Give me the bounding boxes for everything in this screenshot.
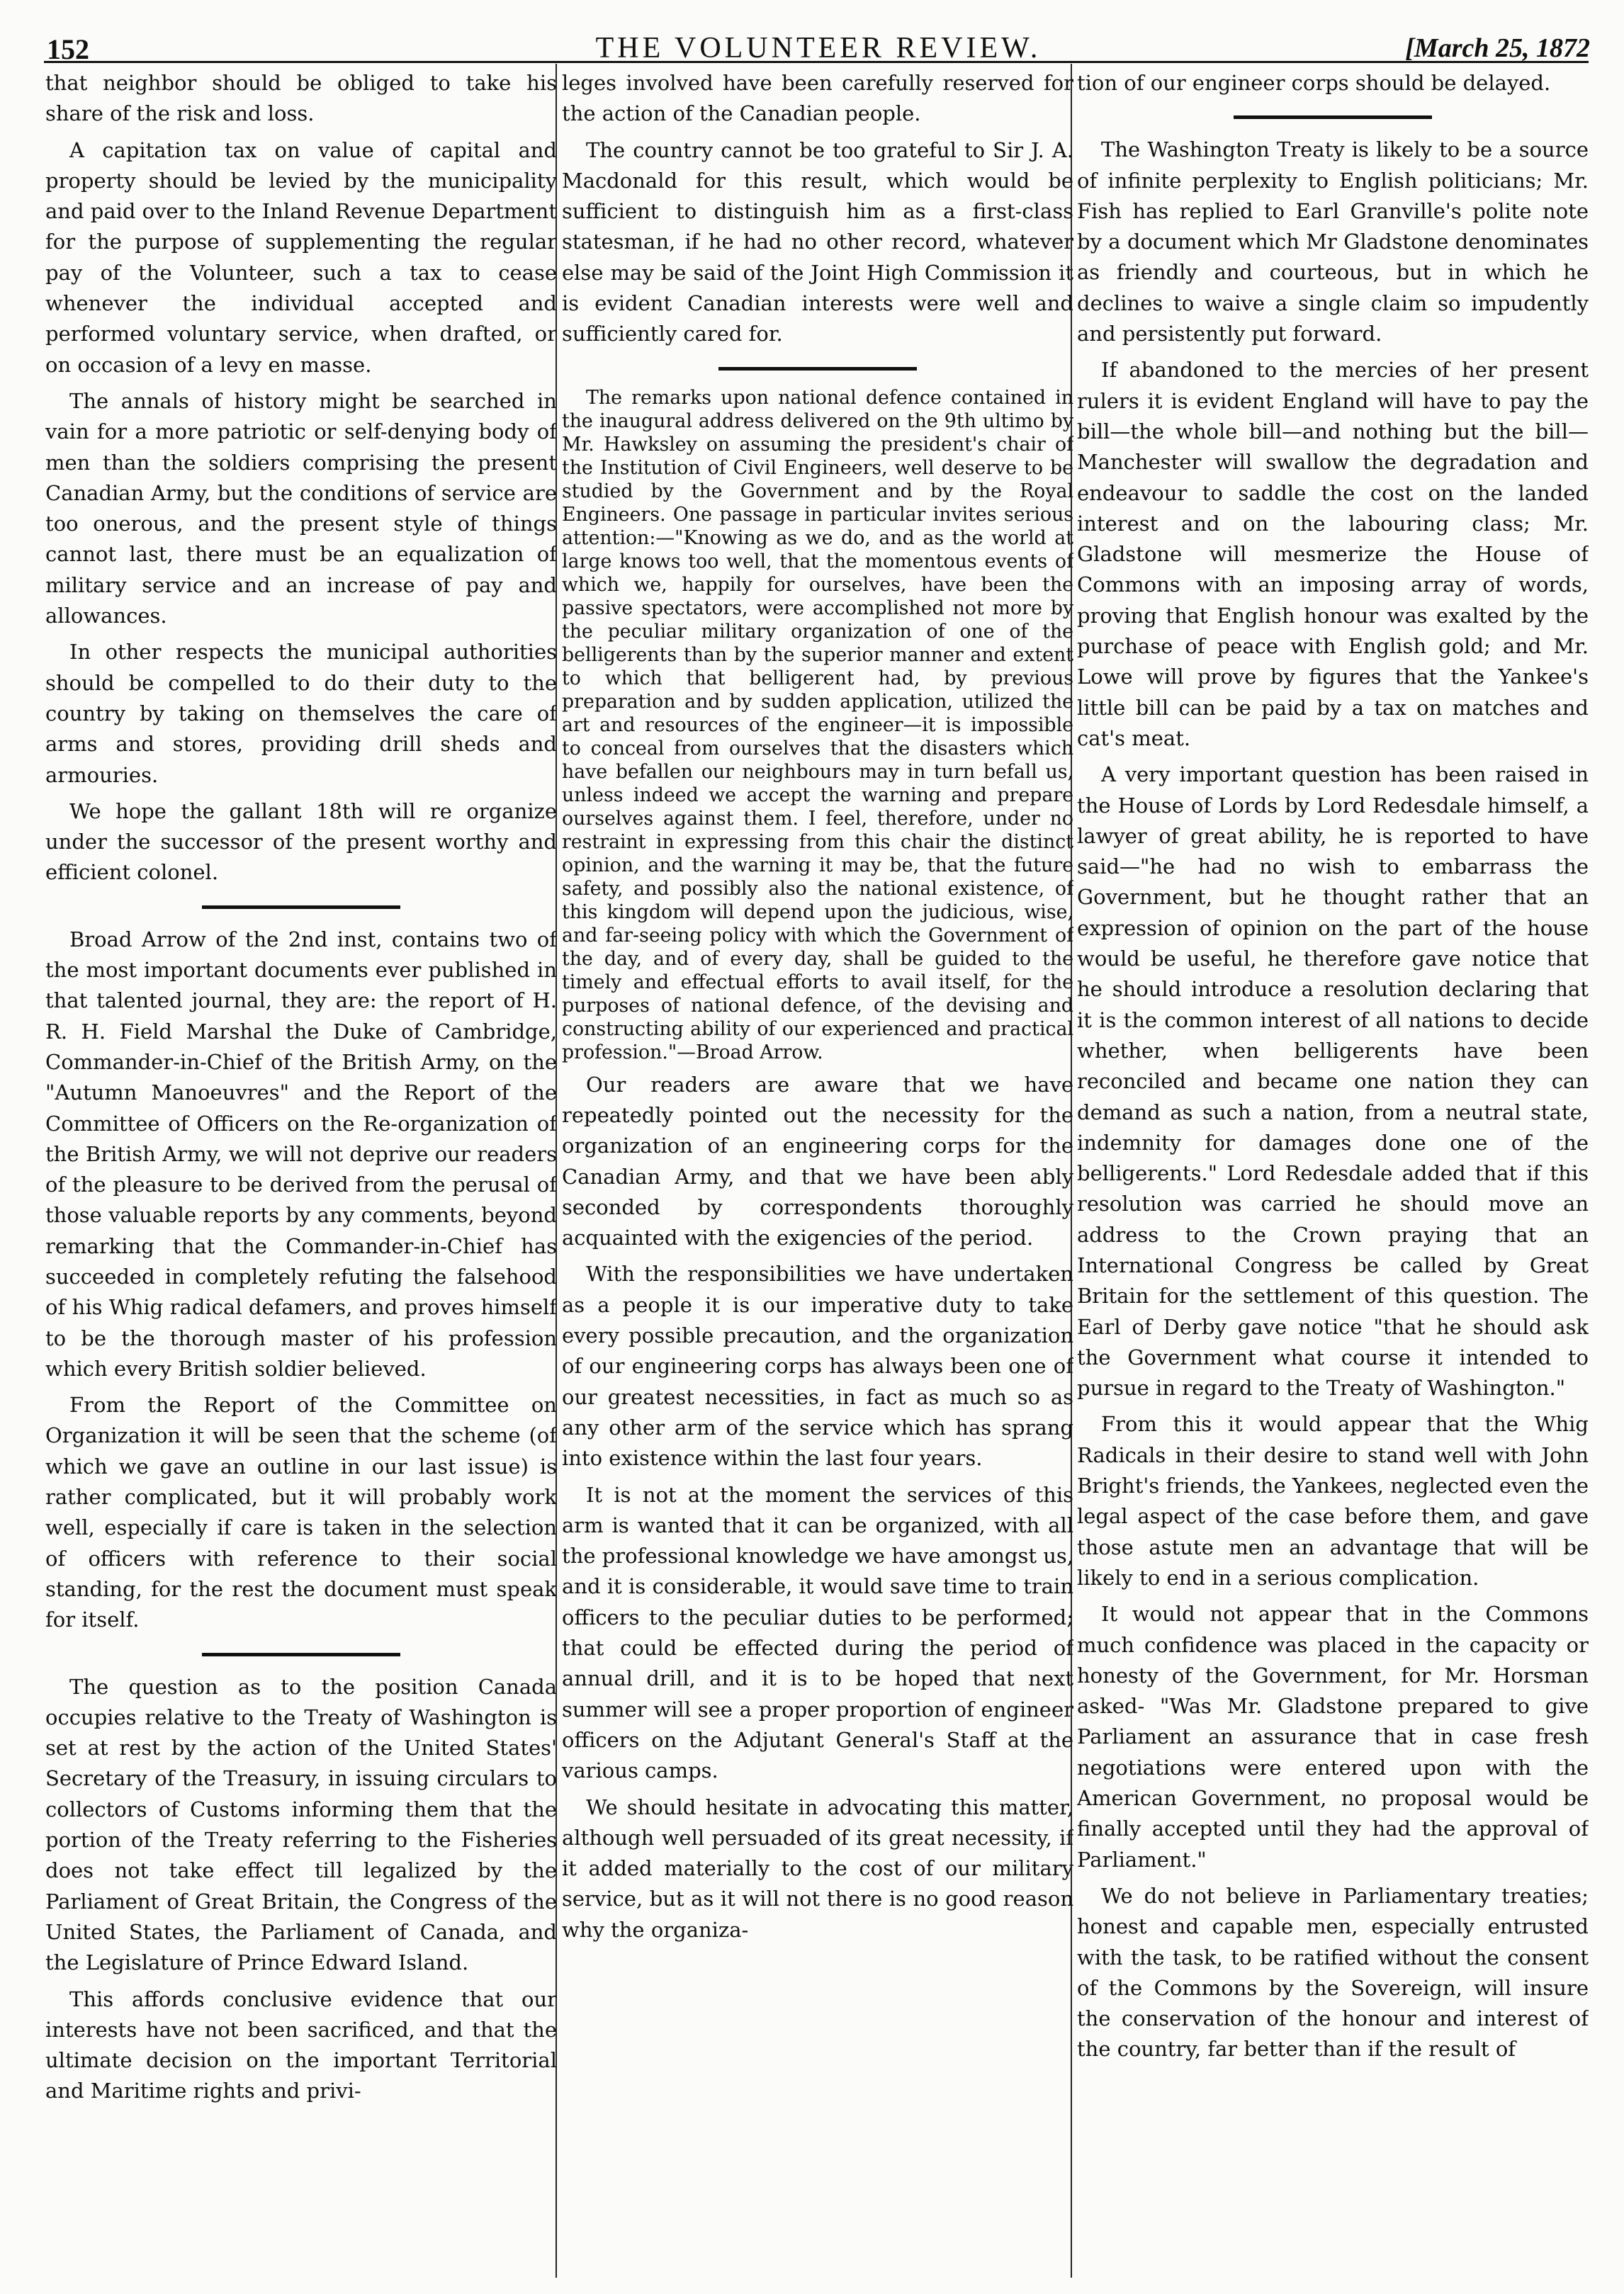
- section-rule: [202, 1653, 400, 1656]
- paragraph: The annals of history might be searched in vain for a more patriotic or self-denying body of men than the soldiers comprising the present Canadian Army, but the conditions of service are too onerous, and the present style of things cannot last, there must be an equalization of military service and an increase of pay and allowances.: [45, 388, 557, 628]
- paragraph: tion of our engineer corps should be delayed.: [1077, 71, 1551, 95]
- column-3: [1077, 68, 1589, 2277]
- paragraph: We do not believe in Parliamentary treaties; honest and capable men, especially entrusted with the task, to be ratified without the consent of the Commons by the Sovereign, will insure the conservation of the honour and interest of the country, far better than if the result of: [1077, 1883, 1589, 2062]
- paragraph: A very important question has been raised in the House of Lords by Lord Redesdale himself, a lawyer of great ability, he is reported to have said—"he had no wish to embarrass the Government, but he thought rather that an expression of opinion on the part of the house would be useful, he therefore gave notice that he should introduce a resolution declaring that it is the common interest of all nations to decide whether, when belligerents have been reconciled and became one nation they can demand as such a nation, from a neutral state, indemnity for damages done one of the belligerents." Lord Redesdale added that if this resolution was carried he should move an address to the Crown praying that an International Congress be called by Great Britain for the settlement of this question. The Earl of Derby gave notice "that he should ask the Government what course it intended to pursue in regard to the Treaty of Washington.": [1077, 762, 1589, 1401]
- page-header: [47, 28, 1590, 74]
- section-rule: [202, 905, 400, 909]
- paragraph: If abandoned to the mercies of her present rulers it is evident England will have to pay the bill—the whole bill—and nothing but the bill—Manchester will swallow the degradation and endeavour to saddle the cost on the landed interest and on the labouring class; Mr. Gladstone will mesmerize the House of Commons with an imposing array of words, proving that English honour was exalted by the purchase of peace with English gold; and Mr. Lowe will prove by figures that the Yankee's little bill can be paid by a tax on matches and cat's meat.: [1077, 358, 1589, 750]
- paragraph: We should hesitate in advocating this matter, although well persuaded of its great necessity, if it added materially to the cost of our military service, but as it will not there is no good reason why the organiza-: [562, 1795, 1073, 1942]
- paragraph: In other respects the municipal authorities should be compelled to do their duty to the country by taking on themselves the care of arms and stores, providing drill sheds and armouries.: [45, 640, 557, 787]
- paragraph: From this it would appear that the Whig Radicals in their desire to stand well with John Bright's friends, the Yankees, neglected even the legal aspect of the case before them, and gave those astute men an advantage that will be likely to end in a serious complication.: [1077, 1412, 1589, 1590]
- paragraph: that neighbor should be obliged to take his share of the risk and loss.: [45, 71, 557, 126]
- column-2: [562, 68, 1073, 2277]
- paragraph: leges involved have been carefully reserved for the action of the Canadian people.: [562, 71, 1073, 126]
- column-1: [45, 68, 557, 2277]
- paragraph: We hope the gallant 18th will re organize under the successor of the present worthy and efficient colonel.: [45, 798, 557, 885]
- paragraph: The question as to the position Canada occupies relative to the Treaty of Washington is set at rest by the action of the United States' Secretary of the Treasury, in issuing circulars to collectors of Customs informing them that the portion of the Treaty referring to the Fisheries does not take effect till legalized by the Parliament of Great Britain, the Congress of the United States, the Parliament of Canada, and the Legislature of Prince Edward Island.: [45, 1674, 557, 1975]
- paragraph: From the Report of the Committee on Organization it will be seen that the scheme (of which we gave an outline in our last issue) is rather complicated, but it will probably work well, especially if care is taken in the selection of officers with reference to their social standing, for the rest the document must speak for itself.: [45, 1393, 557, 1632]
- paragraph: Broad Arrow of the 2nd inst, contains two of the most important documents ever published in that talented journal, they are: the report of H. R. H. Field Marshal the Duke of Cambridge, Commander-in-Chief of the British Army, on the "Autumn Manoeuvres" and the Report of the Committee of Officers on the Re-organization of the British Army, we will not deprive our readers of the pleasure to be derived from the perusal of those valuable reports by any comments, beyond remarking that the Commander-in-Chief has succeeded in completely refuting the falsehood of his Whig radical defamers, and proves himself to be the thorough master of his profession which every British soldier believed.: [45, 927, 557, 1381]
- section-rule: [718, 367, 917, 371]
- paragraph: It is not at the moment the services of this arm is wanted that it can be organized, with all the professional knowledge we have amongst us, and it is considerable, it would save time to train officers to the peculiar duties to be performed; that could be effected during the period of annual drill, and it is to be hoped that next summer will see a proper proportion of engineer officers on the Adjutant General's Staff at the various camps.: [562, 1482, 1073, 1783]
- issue-date: [March 25, 1872: [1405, 33, 1590, 63]
- quoted-paragraph: The remarks upon national defence contained in the inaugural address delivered on the 9th ultimo by Mr. Hawksley on assuming the president's chair of the Institution of Civil Engineers, well deserve to be studied by the Government and by the Royal Engineers. One passage in particular invites serious attention:—"Knowing as we do, and as the world at large knows too well, that the momentous events of which we, happily for ourselves, have been the passive spectators, were accomplished not more by the peculiar military organization of one of the belligerents than by the superior manner and extent to which that belligerent had, by previous preparation and by sudden application, utilized the art and resources of the engineer—it is impossible to conceal from ourselves that the disasters which have befallen our neighbours may in turn befall us, unless indeed we accept the warning and prepare ourselves against them. I feel, therefore, under no restraint in expressing from this chair the distinct opinion, and the warning it may be, that the future safety, and possibly also the national existence, of this kingdom will depend upon the judicious, wise, and far-seeing policy with which the Government of the day, and of every day, shall be guided to the timely and effectual efforts to avail itself, for the purposes of national defence, of the devising and constructing ability of our experienced and practical profession."—Broad Arrow.: [562, 386, 1073, 1063]
- paragraph: The country cannot be too grateful to Sir J. A. Macdonald for this result, which would be sufficient to distinguish him as a first-class statesman, if he had no other record, whatever else may be said of the Joint High Commission it is evident Canadian interests were well and sufficiently cared for.: [562, 137, 1073, 346]
- paragraph: A capitation tax on value of capital and property should be levied by the municipality and paid over to the Inland Revenue Department for the purpose of supplementing the regular pay of the Volunteer, such a tax to cease whenever the individual accepted and performed voluntary service, when drafted, or on occasion of a levy en masse.: [45, 137, 557, 377]
- section-rule: [1234, 115, 1432, 119]
- paragraph: With the responsibilities we have undertaken as a people it is our imperative duty to take every possible precaution, and the organization of our engineering corps has always been one of our greatest necessities, in fact as much so as any other arm of the service which has sprang into existence within the last four years.: [562, 1262, 1073, 1471]
- paragraph: It would not appear that in the Commons much confidence was placed in the capacity or honesty of the Government, for Mr. Horsman asked- "Was Mr. Gladstone prepared to give Parliament an assurance that in case fresh negotiations were entered upon with the American Government, no proposal would be finally accepted until they had the approval of Parliament.": [1077, 1602, 1589, 1872]
- page-number: 152: [47, 33, 89, 65]
- paragraph: The Washington Treaty is likely to be a source of infinite perplexity to English politicians; Mr. Fish has replied to Earl Granville's polite note by a document which Mr Gladstone denominates as friendly and courteous, but in which he declines to waive a single claim so impudently and persistently put forward.: [1077, 137, 1589, 346]
- running-title: THE VOLUNTEER REVIEW.: [595, 32, 1042, 64]
- paragraph: Our readers are aware that we have repeatedly pointed out the necessity for the organization of an engineering corps for the Canadian Army, and that we have been ably seconded by correspondents thoroughly acquainted with the exigencies of the period.: [562, 1072, 1073, 1250]
- header-rule: [44, 61, 1589, 63]
- paragraph: This affords conclusive evidence that our interests have not been sacrificed, and that the ultimate decision on the important Territorial and Maritime rights and privi-: [45, 1987, 557, 2103]
